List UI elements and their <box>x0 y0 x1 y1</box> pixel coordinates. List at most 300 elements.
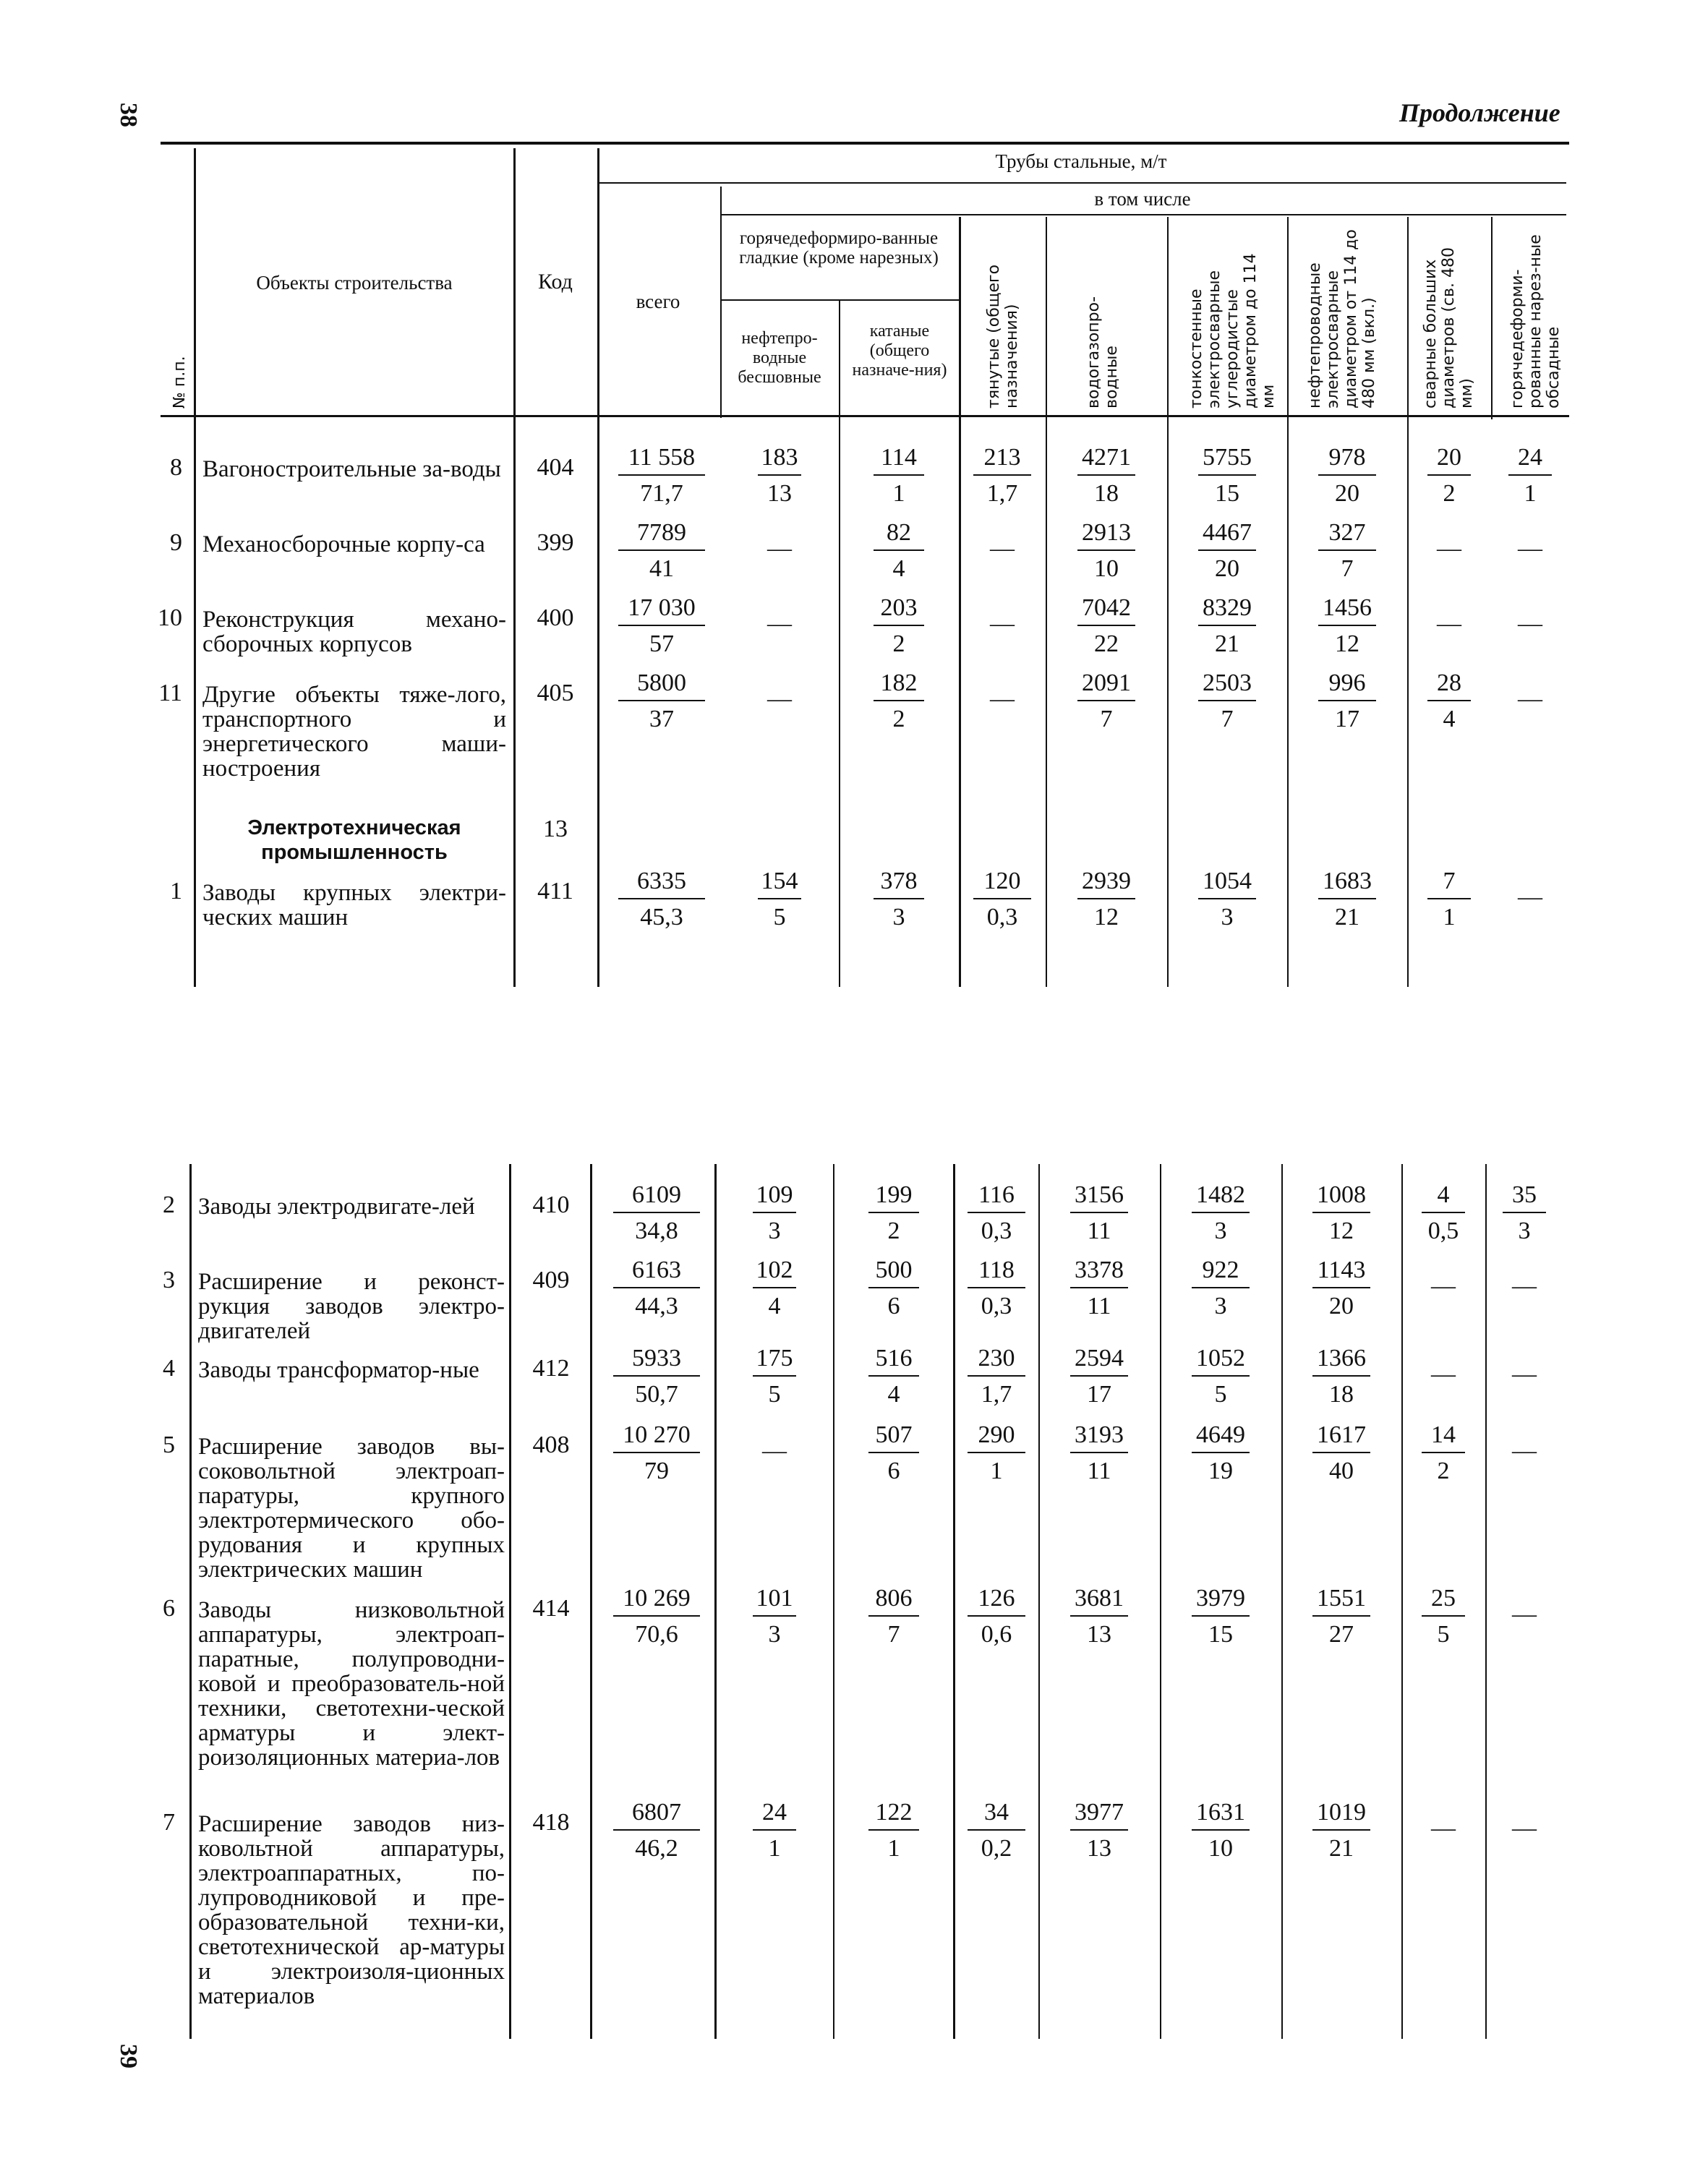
value-weight-t: 15 <box>1215 480 1239 507</box>
value-fraction <box>1170 519 1284 583</box>
object-code: 400 <box>537 604 574 631</box>
value-weight-t: 13 <box>767 480 792 507</box>
value-length-m: 1008 <box>1317 1181 1366 1208</box>
value-weight-t: 1 <box>892 480 905 507</box>
value-length-m: 1366 <box>1317 1345 1366 1372</box>
fraction-bar <box>618 898 705 899</box>
value-weight-t: 3 <box>1518 1218 1531 1244</box>
row-number: 4 <box>163 1355 175 1382</box>
value-fraction <box>602 1799 712 1862</box>
value-fraction <box>1041 1799 1157 1862</box>
value-weight-t: 70,6 <box>635 1621 678 1648</box>
object-name: Заводы трансформатор-ные <box>198 1357 479 1383</box>
value-fraction <box>607 444 716 508</box>
fraction-bar <box>1192 1452 1250 1453</box>
value-weight-t: 37 <box>649 706 674 732</box>
value-weight-t: 5 <box>768 1381 781 1408</box>
page-number-top: 38 <box>115 103 142 127</box>
value-fraction <box>1041 1345 1157 1408</box>
value-weight-t: 7 <box>887 1621 900 1648</box>
object-name: Заводы электродвигате-лей <box>198 1194 475 1220</box>
value-length-m: 378 <box>880 868 918 894</box>
value-weight-t: 10 <box>1094 555 1119 582</box>
continuation-label: Продолжение <box>1399 98 1560 127</box>
fraction-bar <box>1318 898 1376 899</box>
value-fraction <box>1284 1585 1399 1648</box>
value-length-m: 183 <box>761 444 798 471</box>
header-col-hot-threaded: горячедеформи-рованные нарез-ные обсадные <box>1508 234 1563 408</box>
empty-dash: — <box>1431 1361 1456 1387</box>
value-weight-t: 27 <box>1329 1621 1354 1648</box>
value-fraction <box>602 1257 712 1320</box>
value-weight-t: 3 <box>768 1218 781 1244</box>
value-weight-t: 1 <box>768 1835 781 1862</box>
empty-dash: — <box>1512 1361 1537 1387</box>
object-code: 418 <box>532 1809 570 1836</box>
object-name: Реконструкция механо-сборочных корпусов <box>202 607 506 657</box>
fraction-bar <box>1077 898 1135 899</box>
value-length-m: 14 <box>1431 1421 1456 1448</box>
value-length-m: 3156 <box>1075 1181 1124 1208</box>
value-weight-t: 0,5 <box>1427 1218 1459 1244</box>
fraction-bar <box>753 1375 796 1377</box>
object-name: Расширение заводов вы-соковольтной электроап-паратуры, крупного электротермического обо-рудования и крупных электрических машин <box>198 1434 505 1583</box>
empty-dash: — <box>767 610 792 637</box>
value-length-m: 25 <box>1431 1585 1456 1612</box>
value-length-m: 4649 <box>1196 1421 1245 1448</box>
value-length-m: 4 <box>1437 1181 1450 1208</box>
row-number: 8 <box>170 454 182 481</box>
value-weight-t: 5 <box>1437 1621 1450 1648</box>
object-code: 410 <box>532 1192 570 1218</box>
fraction-bar <box>613 1287 700 1288</box>
fraction-bar <box>1427 898 1471 899</box>
fraction-bar <box>1198 474 1256 476</box>
value-weight-t: 7 <box>1341 555 1354 582</box>
value-fraction <box>1049 444 1164 508</box>
value-weight-t: 46,2 <box>635 1835 678 1862</box>
value-length-m: 230 <box>978 1345 1015 1372</box>
value-weight-t: 41 <box>649 555 674 582</box>
fraction-bar <box>1192 1375 1250 1377</box>
fraction-bar <box>968 1452 1025 1453</box>
object-code: 404 <box>537 454 574 481</box>
value-length-m: 6163 <box>632 1257 681 1283</box>
fraction-bar <box>1070 1829 1128 1831</box>
object-name: Расширение заводов низ-ковольтной аппаратуры, электроаппаратных, по-лупроводниковой и пре-образовательной техни-ки, светотехнической ар-матуры и электроизоля-ционных материалов <box>198 1811 505 2009</box>
value-length-m: 10 269 <box>623 1585 691 1612</box>
value-fraction <box>1284 1421 1399 1485</box>
value-length-m: 175 <box>756 1345 793 1372</box>
object-name: Механосборочные корпу-са <box>202 531 485 557</box>
value-weight-t: 10 <box>1208 1835 1233 1862</box>
value-length-m: 109 <box>756 1181 793 1208</box>
empty-dash: — <box>990 610 1015 637</box>
value-weight-t: 1,7 <box>981 1381 1012 1408</box>
section-code: 13 <box>543 816 568 842</box>
row-number: 2 <box>163 1192 175 1218</box>
value-fraction <box>837 1181 950 1245</box>
value-length-m: 213 <box>983 444 1021 471</box>
header-col-no: № п.п. <box>171 356 189 408</box>
object-name: Другие объекты тяже-лого, транспортного и энергетического маши-ностроения <box>202 682 506 782</box>
header-col-total: всего <box>636 291 680 312</box>
value-length-m: 1631 <box>1196 1799 1245 1826</box>
value-fraction <box>719 1257 830 1320</box>
fraction-bar <box>1198 898 1256 899</box>
empty-dash: — <box>1512 1601 1537 1627</box>
value-fraction <box>1284 1181 1399 1245</box>
value-fraction <box>719 1585 830 1648</box>
value-length-m: 7 <box>1443 868 1456 894</box>
value-fraction <box>962 444 1043 508</box>
fraction-bar <box>874 625 924 626</box>
fraction-bar <box>1070 1452 1128 1453</box>
object-name: Вагоностроительные за-воды <box>202 456 501 482</box>
value-fraction <box>1410 669 1488 733</box>
header-group-pipes: Трубы стальные, м/т <box>995 150 1167 172</box>
value-fraction <box>956 1585 1037 1648</box>
value-length-m: 6335 <box>637 868 686 894</box>
value-weight-t: 45,3 <box>640 904 683 931</box>
value-length-m: 7789 <box>637 519 686 546</box>
fraction-bar <box>973 474 1031 476</box>
fraction-bar <box>753 1287 796 1288</box>
value-fraction <box>607 868 716 931</box>
fraction-bar <box>1427 474 1471 476</box>
value-length-m: 120 <box>983 868 1021 894</box>
fraction-bar <box>968 1375 1025 1377</box>
value-fraction <box>842 444 956 508</box>
header-subgroup-including: в том числе <box>1094 188 1191 210</box>
fraction-bar <box>1312 1452 1370 1453</box>
value-weight-t: 4 <box>892 555 905 582</box>
value-fraction <box>1404 1421 1482 1485</box>
fraction-bar <box>968 1615 1025 1617</box>
fraction-bar <box>968 1829 1025 1831</box>
fraction-bar <box>758 898 801 899</box>
value-weight-t: 20 <box>1215 555 1239 582</box>
value-length-m: 2939 <box>1082 868 1131 894</box>
fraction-bar <box>1192 1287 1250 1288</box>
empty-dash: — <box>1518 884 1542 910</box>
header-col-drawn: тянутые (общего назначения) <box>985 264 1021 408</box>
fraction-bar <box>753 1212 796 1213</box>
value-length-m: 11 558 <box>628 444 696 471</box>
fraction-bar <box>618 625 705 626</box>
value-weight-t: 44,3 <box>635 1293 678 1319</box>
value-fraction <box>719 1181 830 1245</box>
fraction-bar <box>1508 474 1552 476</box>
value-weight-t: 71,7 <box>640 480 683 507</box>
fraction-bar <box>1318 700 1376 701</box>
empty-dash: — <box>990 685 1015 712</box>
fraction-bar <box>1312 1375 1370 1377</box>
value-length-m: 3681 <box>1075 1585 1124 1612</box>
value-fraction <box>607 519 716 583</box>
value-weight-t: 3 <box>1214 1293 1227 1319</box>
empty-dash: — <box>1437 535 1461 562</box>
empty-dash: — <box>1512 1437 1537 1464</box>
value-fraction <box>602 1585 712 1648</box>
value-fraction <box>1410 868 1488 931</box>
fraction-bar <box>1070 1615 1128 1617</box>
value-weight-t: 2 <box>1443 480 1456 507</box>
value-length-m: 3378 <box>1075 1257 1124 1283</box>
value-fraction <box>956 1257 1037 1320</box>
value-length-m: 203 <box>880 594 918 621</box>
value-weight-t: 0,6 <box>981 1621 1012 1648</box>
value-weight-t: 1 <box>887 1835 900 1862</box>
fraction-bar <box>973 898 1031 899</box>
value-weight-t: 0,3 <box>981 1293 1012 1319</box>
fraction-bar <box>1422 1615 1465 1617</box>
object-code: 405 <box>537 680 574 706</box>
fraction-bar <box>618 700 705 701</box>
header-col-rolled: катаные (общего назначе-ния) <box>852 322 947 380</box>
value-weight-t: 11 <box>1087 1218 1111 1244</box>
empty-dash: — <box>1518 685 1542 712</box>
header-col-oil-seamless: нефтепро-водные бесшовные <box>738 329 821 387</box>
value-fraction <box>607 594 716 658</box>
value-weight-t: 12 <box>1329 1218 1354 1244</box>
value-length-m: 24 <box>762 1799 787 1826</box>
value-weight-t: 0,3 <box>981 1218 1012 1244</box>
value-length-m: 3977 <box>1075 1799 1124 1826</box>
value-weight-t: 2 <box>887 1218 900 1244</box>
value-length-m: 154 <box>761 868 798 894</box>
value-weight-t: 50,7 <box>635 1381 678 1408</box>
value-weight-t: 13 <box>1087 1835 1111 1862</box>
page-number-bottom: 39 <box>115 2044 142 2069</box>
value-length-m: 82 <box>887 519 911 546</box>
value-weight-t: 3 <box>892 904 905 931</box>
object-code: 409 <box>532 1267 570 1293</box>
fraction-bar <box>618 549 705 551</box>
value-fraction <box>1049 594 1164 658</box>
object-name: Расширение и реконст-рукция заводов электро-двигателей <box>198 1269 505 1344</box>
empty-dash: — <box>1431 1272 1456 1299</box>
value-fraction <box>1163 1421 1278 1485</box>
value-fraction <box>723 868 836 931</box>
fraction-bar <box>1427 700 1471 701</box>
value-fraction <box>602 1421 712 1485</box>
value-length-m: 20 <box>1437 444 1461 471</box>
fraction-bar <box>968 1287 1025 1288</box>
value-fraction <box>956 1181 1037 1245</box>
value-fraction <box>1041 1181 1157 1245</box>
fraction-bar <box>1070 1212 1128 1213</box>
value-fraction <box>837 1421 950 1485</box>
value-weight-t: 1,7 <box>986 480 1018 507</box>
row-number: 11 <box>158 680 182 706</box>
fraction-bar <box>1312 1287 1370 1288</box>
value-length-m: 5755 <box>1203 444 1252 471</box>
value-length-m: 1617 <box>1317 1421 1366 1448</box>
fraction-bar <box>613 1375 700 1377</box>
value-fraction <box>1163 1799 1278 1862</box>
value-fraction <box>1290 519 1404 583</box>
fraction-bar <box>1077 625 1135 626</box>
value-weight-t: 4 <box>1443 706 1456 732</box>
value-length-m: 4467 <box>1203 519 1252 546</box>
value-weight-t: 17 <box>1087 1381 1111 1408</box>
row-number: 9 <box>170 529 182 556</box>
value-fraction <box>962 868 1043 931</box>
header-col-thin: тонкостенные электросварные углеродистые диаметром до 114 мм <box>1187 253 1278 408</box>
fraction-bar <box>1312 1829 1370 1831</box>
value-length-m: 1683 <box>1323 868 1372 894</box>
value-length-m: 3193 <box>1075 1421 1124 1448</box>
fraction-bar <box>868 1375 919 1377</box>
value-length-m: 327 <box>1328 519 1366 546</box>
empty-dash: — <box>1518 535 1542 562</box>
value-fraction <box>1290 444 1404 508</box>
header-col-objects: Объекты строительства <box>256 272 453 294</box>
value-length-m: 17 030 <box>628 594 696 621</box>
value-length-m: 24 <box>1518 444 1542 471</box>
value-weight-t: 7 <box>1100 706 1113 732</box>
empty-dash: — <box>762 1437 787 1464</box>
value-length-m: 5800 <box>637 669 686 696</box>
value-length-m: 10 270 <box>623 1421 691 1448</box>
value-fraction <box>842 868 956 931</box>
value-length-m: 978 <box>1328 444 1366 471</box>
value-length-m: 4271 <box>1082 444 1131 471</box>
value-weight-t: 57 <box>649 630 674 657</box>
value-fraction <box>1290 669 1404 733</box>
row-number: 10 <box>158 604 182 631</box>
value-fraction <box>1041 1585 1157 1648</box>
value-fraction <box>1404 1585 1482 1648</box>
value-weight-t: 21 <box>1215 630 1239 657</box>
fraction-bar <box>868 1615 919 1617</box>
fraction-bar <box>1312 1615 1370 1617</box>
value-fraction <box>1170 868 1284 931</box>
value-fraction <box>1284 1345 1399 1408</box>
value-fraction <box>842 519 956 583</box>
value-fraction <box>1170 669 1284 733</box>
row-number: 7 <box>163 1809 175 1836</box>
section-title: Электротехническая промышленность <box>247 816 461 864</box>
value-weight-t: 40 <box>1329 1458 1354 1484</box>
value-weight-t: 21 <box>1335 904 1359 931</box>
value-fraction <box>1488 1181 1560 1245</box>
value-length-m: 1019 <box>1317 1799 1366 1826</box>
fraction-bar <box>1070 1287 1128 1288</box>
value-weight-t: 5 <box>1214 1381 1227 1408</box>
fraction-bar <box>1077 700 1135 701</box>
fraction-bar <box>1422 1212 1465 1213</box>
value-fraction <box>1170 594 1284 658</box>
value-weight-t: 4 <box>887 1381 900 1408</box>
empty-dash: — <box>1512 1815 1537 1841</box>
fraction-bar <box>868 1452 919 1453</box>
value-length-m: 114 <box>881 444 917 471</box>
empty-dash: — <box>1431 1815 1456 1841</box>
value-weight-t: 21 <box>1329 1835 1354 1862</box>
fraction-bar <box>1198 700 1256 701</box>
value-length-m: 6807 <box>632 1799 681 1826</box>
value-fraction <box>1163 1257 1278 1320</box>
value-weight-t: 17 <box>1335 706 1359 732</box>
fraction-bar <box>1077 549 1135 551</box>
value-length-m: 2594 <box>1075 1345 1124 1372</box>
empty-dash: — <box>767 685 792 712</box>
value-weight-t: 1 <box>990 1458 1003 1484</box>
value-fraction <box>837 1585 950 1648</box>
value-fraction <box>1290 594 1404 658</box>
value-length-m: 516 <box>875 1345 913 1372</box>
fraction-bar <box>868 1287 919 1288</box>
value-weight-t: 1 <box>1524 480 1537 507</box>
value-weight-t: 20 <box>1329 1293 1354 1319</box>
fraction-bar <box>1198 625 1256 626</box>
fraction-bar <box>1312 1212 1370 1213</box>
object-name: Заводы низковольтной аппаратуры, электроап-паратные, полупроводни-ковой и преобразователь-ной техники, светотехни-ческой арматуры и элект-роизоляционных материа-лов <box>198 1597 505 1771</box>
value-weight-t: 5 <box>773 904 786 931</box>
fraction-bar <box>874 700 924 701</box>
fraction-bar <box>758 474 801 476</box>
value-length-m: 5933 <box>632 1345 681 1372</box>
fraction-bar <box>1070 1375 1128 1377</box>
value-length-m: 7042 <box>1082 594 1131 621</box>
value-length-m: 1054 <box>1203 868 1252 894</box>
value-fraction <box>956 1799 1037 1862</box>
value-fraction <box>1290 868 1404 931</box>
value-fraction <box>842 669 956 733</box>
value-fraction <box>956 1345 1037 1408</box>
value-fraction <box>719 1345 830 1408</box>
fraction-bar <box>618 474 705 476</box>
fraction-bar <box>1318 474 1376 476</box>
value-length-m: 507 <box>875 1421 913 1448</box>
object-code: 399 <box>537 529 574 556</box>
fraction-bar <box>874 898 924 899</box>
value-length-m: 1456 <box>1323 594 1372 621</box>
row-number: 1 <box>170 878 182 904</box>
fraction-bar <box>1192 1829 1250 1831</box>
value-weight-t: 0,3 <box>986 904 1018 931</box>
fraction-bar <box>1318 549 1376 551</box>
empty-dash: — <box>1437 610 1461 637</box>
value-length-m: 290 <box>978 1421 1015 1448</box>
empty-dash: — <box>767 535 792 562</box>
value-fraction <box>1404 1181 1482 1245</box>
fraction-bar <box>1422 1452 1465 1453</box>
fraction-bar <box>874 474 924 476</box>
value-weight-t: 6 <box>887 1293 900 1319</box>
empty-dash: — <box>990 535 1015 562</box>
header-col-oil-welded: нефтепроводные электросварные диаметром от 114 до 480 мм (вкл.) <box>1306 229 1378 408</box>
value-weight-t: 15 <box>1208 1621 1233 1648</box>
value-weight-t: 18 <box>1094 480 1119 507</box>
fraction-bar <box>1318 625 1376 626</box>
object-code: 412 <box>532 1355 570 1382</box>
object-name: Заводы крупных электри-ческих машин <box>202 880 506 931</box>
value-weight-t: 79 <box>644 1458 669 1484</box>
value-weight-t: 7 <box>1221 706 1234 732</box>
value-weight-t: 1 <box>1443 904 1456 931</box>
value-fraction <box>837 1257 950 1320</box>
fraction-bar <box>753 1615 796 1617</box>
value-length-m: 122 <box>875 1799 913 1826</box>
fraction-bar <box>613 1452 700 1453</box>
value-weight-t: 2 <box>1437 1458 1450 1484</box>
value-fraction <box>1049 519 1164 583</box>
value-fraction <box>1284 1799 1399 1862</box>
fraction-bar <box>1503 1212 1546 1213</box>
